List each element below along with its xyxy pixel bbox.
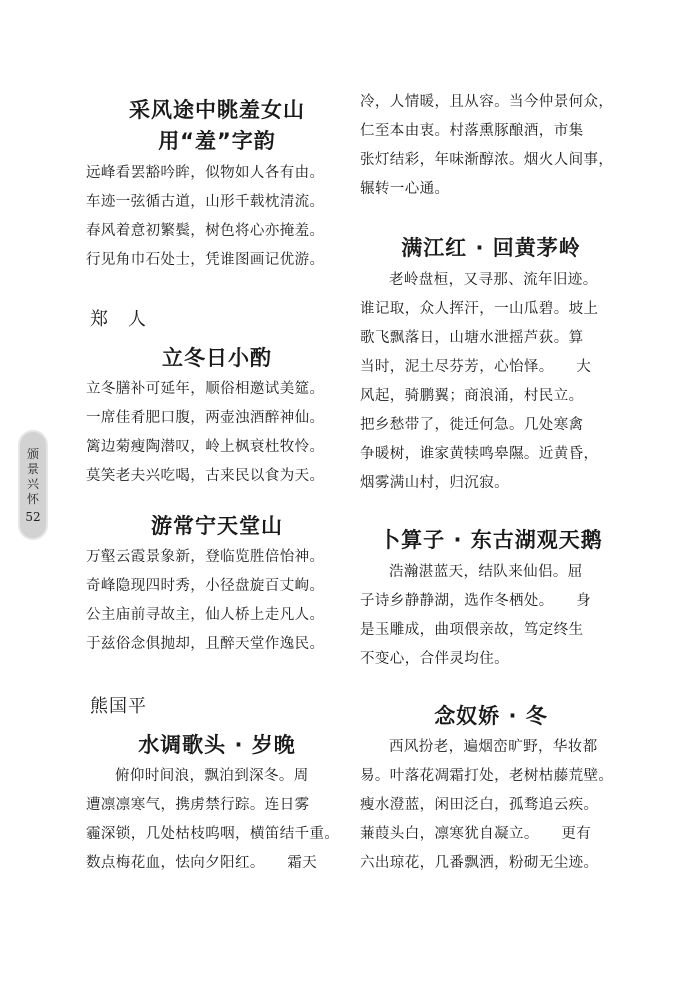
page-number: 52 — [25, 509, 41, 524]
poem-line: 谁记取，众人挥汗，一山瓜碧。坡上 — [360, 301, 599, 317]
poem-line: 蒹葭头白，凛寒犹自凝立。 更有 — [360, 826, 592, 842]
poem-line: 立冬膳补可延年，顺俗相邀试美筵。 — [86, 381, 325, 397]
poem-line: 当时，泥土尽芬芳，心怡怿。 大 — [360, 359, 592, 375]
poem-title: 卜算子 · 东古湖观天鹅 — [379, 528, 603, 552]
poem-line: 浩瀚湛蓝天，结队来仙侣。屈 — [389, 564, 583, 580]
poem-body — [86, 159, 348, 275]
poem-title: 水调歌头 · 岁晚 — [138, 733, 296, 757]
poem-line: 一席佳肴肥口腹，两壶浊酒醉神仙。 — [86, 410, 325, 426]
poem-line: 烟雾满山村，归沉寂。 — [360, 475, 509, 491]
poem-line: 俯仰时间浪，飘泊到深冬。周 — [115, 768, 309, 784]
poem-body — [86, 543, 348, 659]
author-name: 熊国平 — [90, 696, 147, 717]
poem-line: 万壑云霞景象新，登临览胜倍怡神。 — [86, 549, 325, 565]
poem-line: 西风扮老，遍烟峦旷野，华妆都 — [389, 739, 598, 755]
poem-line: 冷，人情暖，且从容。当今仲景何众， — [360, 94, 614, 110]
poem-line: 不变心，合伴灵均住。 — [360, 651, 509, 667]
poem-line: 把乡愁带了，徙迁何急。几处寒禽 — [360, 417, 584, 433]
poem-line: 风起，骑鹏翼；商浪涌，村民立。 — [360, 388, 584, 404]
poem-line: 遭凛凛寒气，携虏禁行踪。连日雾 — [86, 797, 310, 813]
section-side-tab — [20, 432, 46, 538]
poem-line: 数点梅花血，怯向夕阳红。 霜天 — [86, 855, 318, 871]
poem-body — [86, 375, 348, 491]
poem-line: 瘦水澄蓝，闲田泛白，孤骛追云疾。 — [360, 797, 599, 813]
poem-line: 易。叶落花凋霜打处，老树枯藤荒壁。 — [360, 768, 614, 784]
poem-title: 立冬日小酌 — [162, 346, 272, 370]
poem-line: 公主庙前寻故主，仙人桥上走凡人。 — [86, 607, 325, 623]
poem-title: 游常宁天堂山 — [151, 514, 283, 538]
poem-line: 老岭盘桓，又寻那、流年旧迹。 — [389, 272, 598, 288]
poem-line: 六出琼花，几番飘洒，粉砌无尘迹。 — [360, 855, 599, 871]
poem-title: 采风途中眺羞女山 — [129, 98, 305, 122]
section-label: 颁景兴怀 — [26, 446, 39, 506]
poem-line: 是玉雕成，曲项偎亲故，笃定终生 — [360, 622, 584, 638]
poem-line: 莫笑老夫兴吃喝，古来民以食为天。 — [86, 468, 325, 484]
poem-line: 歌飞飘落日，山塘水泄摇芦荻。算 — [360, 330, 584, 346]
poem-body — [360, 733, 622, 878]
poem-line: 张灯结彩，年味渐醇浓。烟火人间事， — [360, 152, 614, 168]
poem-line: 奇峰隐现四时秀，小径盘旋百丈岣。 — [86, 578, 325, 594]
poem-line: 于兹俗念俱抛却，且醉天堂作逸民。 — [86, 636, 325, 652]
poem-line: 霾深锁，几处枯枝呜咽，横笛结千重。 — [86, 826, 340, 842]
poem-title: 念奴娇 · 冬 — [434, 704, 548, 728]
poem-line: 行见角巾石处士，凭谁图画记优游。 — [86, 252, 325, 268]
poem-line: 篱边菊瘦陶潜叹，岭上枫衰杜牧怜。 — [86, 439, 325, 455]
poem-body — [86, 762, 348, 878]
poem-line: 争暖树，谁家黄犊鸣皋隰。近黄昏， — [360, 446, 599, 462]
poem-line: 车迹一弦循古道，山形千载枕清流。 — [86, 194, 325, 210]
poem-title: 满江红 · 回黄茅岭 — [401, 236, 581, 260]
poem-body — [360, 558, 622, 674]
author-name: 郑 人 — [90, 309, 147, 330]
poem-body — [360, 266, 622, 498]
poem-line: 远峰看罢豁吟眸，似物如人各有由。 — [86, 165, 325, 181]
poem-subtitle: 用“羞”字韵 — [158, 129, 276, 153]
poem-line: 仁至本由衷。村落熏豚酿酒，市集 — [360, 123, 584, 139]
poem-line: 春风着意初繁鬓，树色将心亦掩羞。 — [86, 223, 325, 239]
poem-continuation — [360, 88, 622, 204]
poem-line: 子诗乡静静湖，选作冬栖处。 身 — [360, 593, 592, 609]
poem-line: 辗转一心通。 — [360, 181, 450, 197]
